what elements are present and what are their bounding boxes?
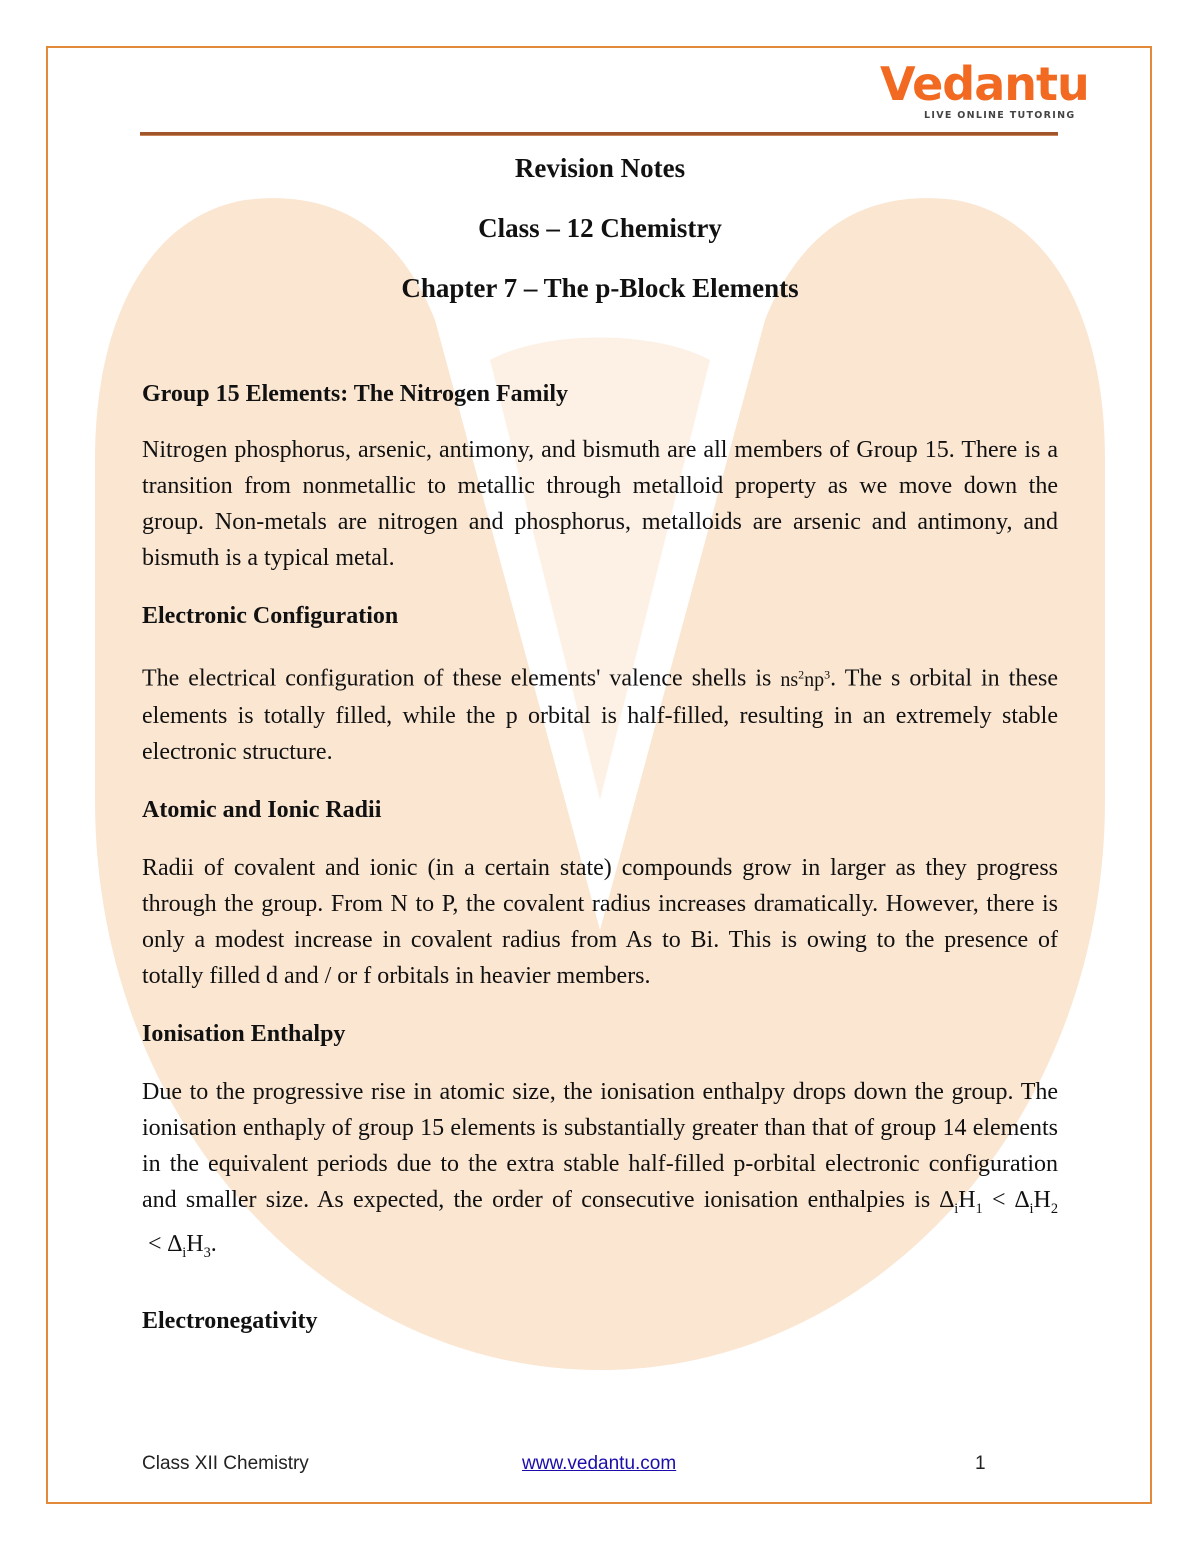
heading-electronegativity: Electronegativity bbox=[142, 1308, 318, 1335]
doc-title-chapter: Chapter 7 – The p-Block Elements bbox=[401, 273, 799, 303]
ie-text-before: Due to the progressive rise in atomic size, the ionisation enthalpy drops down the group. The ionisation enthaply of group 15 elements is substantially greater than that of group 14 elements in the equivalent periods due to the extra stable half-filled p-orbital electronic configuration and smaller size. As expected, the order of consecutive ionisation enthalpies is bbox=[142, 1078, 1058, 1213]
logo-tagline: LIVE ONLINE TUTORING bbox=[924, 110, 1076, 121]
footer-page-number: 1 bbox=[975, 1453, 986, 1474]
heading-atomic-ionic-radii: Atomic and Ionic Radii bbox=[142, 796, 382, 823]
header-rule bbox=[140, 132, 1058, 136]
doc-title-revision-notes: Revision Notes bbox=[514, 153, 686, 183]
heading-electronic-configuration: Electronic Configuration bbox=[142, 603, 399, 629]
para-atomic-ionic-radii: Radii of covalent and ionic (in a certain state) compounds grow in larger as they progress through the group. From N to P, the covalent radius increases dramatically. However, there is only a modest increase in covalent radius from As to Bi. This is owing to the presence of totally filled d and / or f orbitals in heavier members. bbox=[142, 854, 1058, 989]
footer-class-label: Class XII Chemistry bbox=[142, 1453, 309, 1474]
vedantu-logo[interactable] bbox=[880, 56, 1089, 126]
ie-text-after: . bbox=[210, 1231, 217, 1258]
para-electronic-configuration bbox=[142, 656, 1058, 770]
para-ionisation-enthalpy bbox=[142, 1074, 1058, 1272]
ec-text-after: . The s orbital in these elements is totally filled, while the p orbital is half-filled, resulting in an extremely stable electronic structure. bbox=[142, 665, 1058, 765]
ec-formula: $ns^2np^3$ bbox=[780, 667, 831, 691]
ec-text-before: The electrical configuration of these elements' valence shells is bbox=[142, 665, 772, 692]
logo-wordmark: Vedantu bbox=[880, 57, 1089, 111]
ie-formula: $\Delta_iH_1 < \Delta_iH_2 < \Delta_iH_3$ bbox=[142, 1186, 1059, 1262]
para-group-15: Nitrogen phosphorus, arsenic, antimony, and bismuth are all members of Group 15. There is a transition from nonmetallic to metallic through metalloid property as we move down the group. Non-metals are nitrogen and phosphorus, metalloids are arsenic and antimony, and bismuth is a typical metal. bbox=[142, 437, 1058, 571]
heading-group-15: Group 15 Elements: The Nitrogen Family bbox=[142, 381, 568, 407]
document-body bbox=[142, 150, 1058, 1337]
footer-website-link[interactable]: www.vedantu.com bbox=[522, 1453, 677, 1474]
doc-title-class: Class – 12 Chemistry bbox=[478, 213, 722, 243]
heading-ionisation-enthalpy: Ionisation Enthalpy bbox=[142, 1020, 346, 1047]
